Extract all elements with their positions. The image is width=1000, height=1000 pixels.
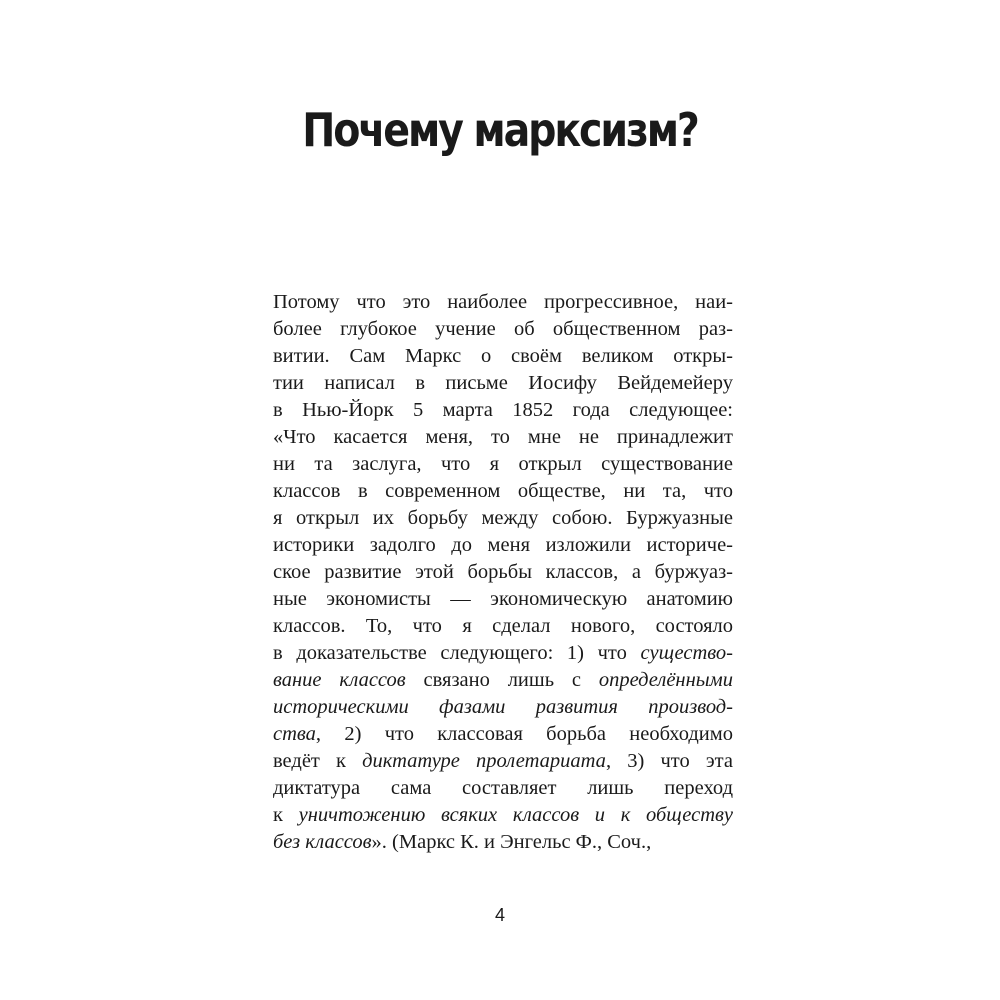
italic-text-segment: без классов (273, 831, 372, 853)
text-line (273, 451, 733, 478)
body-paragraph (273, 289, 733, 856)
italic-text-segment: определёнными (598, 669, 733, 691)
text-segment: тии написал в письме Иосифу Вейдемейеру (273, 372, 733, 394)
text-segment: историки задолго до меня изложили историче- (273, 534, 733, 556)
text-segment: ведёт к (273, 750, 363, 772)
text-line (273, 532, 733, 559)
text-line (273, 586, 733, 613)
text-line (273, 640, 733, 667)
italic-text-segment: уничтожению всяких классов и к обществу (298, 804, 733, 826)
text-segment: более глубокое учение об общественном раз- (273, 318, 733, 340)
text-segment: , 2) что классовая борьба необходимо (315, 723, 733, 745)
text-line (273, 343, 733, 370)
text-segment: ское развитие этой борьбы классов, а буржуаз- (273, 561, 733, 583)
text-line (273, 289, 733, 316)
text-segment: диктатура сама составляет лишь переход (273, 777, 733, 799)
text-line (273, 424, 733, 451)
text-segment: ные экономисты — экономическую анатомию (273, 588, 733, 610)
text-line (273, 775, 733, 802)
text-segment: «Что касается меня, то мне не принадлежит (273, 426, 733, 448)
text-segment: в Нью-Йорк 5 марта 1852 года следующее: (273, 399, 733, 421)
text-line (273, 505, 733, 532)
text-line (273, 478, 733, 505)
italic-text-segment: диктатуре пролетариата (362, 750, 606, 772)
text-segment: в доказательстве следующего: 1) что (273, 642, 641, 664)
text-line (273, 694, 733, 721)
text-segment: ни та заслуга, что я открыл существование (273, 453, 733, 475)
italic-text-segment: существо- (640, 642, 733, 664)
italic-text-segment: ства (273, 723, 316, 745)
text-line (273, 802, 733, 829)
page-number: 4 (494, 905, 505, 925)
text-line (273, 370, 733, 397)
text-segment: Потому что это наиболее прогрессивное, наи- (273, 291, 733, 313)
text-line (273, 316, 733, 343)
text-segment: витии. Сам Маркс о своём великом откры- (273, 345, 733, 367)
text-segment: ». (Маркс К. и Энгельс Ф., Соч., (371, 831, 652, 853)
text-segment: я открыл их борьбу между собою. Буржуазные (273, 507, 733, 529)
text-segment: к (273, 804, 299, 826)
text-segment: классов в современном обществе, ни та, что (273, 480, 733, 502)
text-line (273, 721, 733, 748)
text-line (273, 748, 733, 775)
page-title: Почему марксизм? (302, 103, 698, 157)
italic-text-segment: вание классов (273, 669, 406, 691)
text-segment: классов. То, что я сделал нового, состояло (273, 615, 733, 637)
italic-text-segment: историческими фазами развития производ- (273, 696, 733, 718)
text-line (273, 397, 733, 424)
text-segment: связано лишь с (405, 669, 599, 691)
text-line (273, 613, 733, 640)
text-line (273, 559, 733, 586)
text-segment: , 3) что эта (605, 750, 733, 772)
text-line (273, 829, 733, 856)
text-line (273, 667, 733, 694)
